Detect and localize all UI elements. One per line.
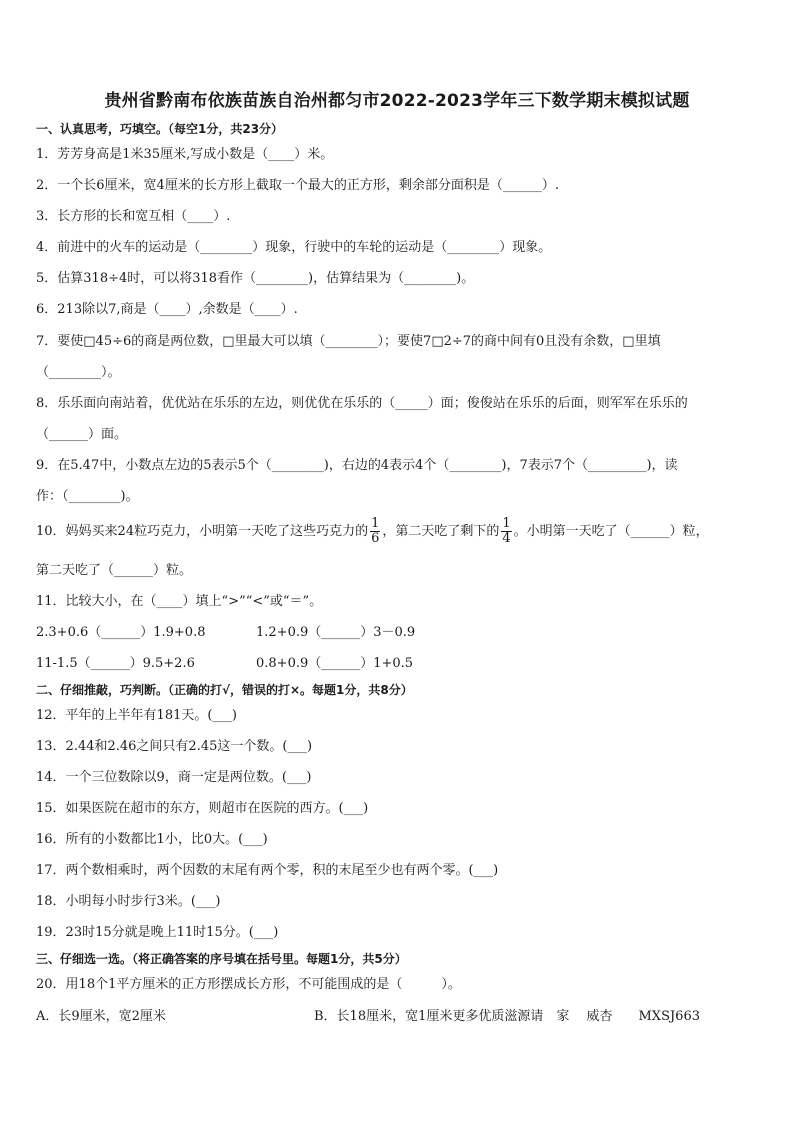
- question-17: 17．两个数相乘时，两个因数的末尾有两个零，积的末尾至少也有两个零。(___): [36, 863, 499, 878]
- section-heading-fill-blank: 一、认真思考，巧填空。（每空1分，共23分）: [36, 122, 284, 136]
- question-15: 15．如果医院在超市的东方，则超市在医院的西方。(___): [36, 801, 369, 816]
- question-8-line-1: 8．乐乐面向南站着，优优站在乐乐的左边，则优优在乐乐的（_____）面；俊俊站在乐乐的后面，则军军在乐乐的: [36, 396, 688, 411]
- question-3: 3．长方形的长和宽互相（____）.: [36, 209, 231, 224]
- section-heading-multiple-choice: 三、仔细选一选。（将正确答案的序号填在括号里。每题1分，共5分）: [36, 952, 407, 966]
- question-10-text-3: 。小明第一天吃了（______）粒，: [513, 524, 709, 539]
- question-10-line-1: [36, 514, 709, 550]
- question-12: 12．平年的上半年有181天。(___): [36, 708, 237, 723]
- question-11-item-2: 1.2+0.9（______）3－0.9: [256, 625, 416, 640]
- question-13: 13．2.44和2.46之间只有2.45这一个数。(___): [36, 739, 313, 754]
- fraction-numerator: 1: [502, 516, 511, 531]
- fraction-denominator: 6: [371, 531, 380, 546]
- question-20-option-a: A．长9厘米，宽2厘米: [36, 1009, 166, 1024]
- question-14: 14．一个三位数除以9，商一定是两位数。(___): [36, 770, 312, 785]
- fraction-numerator: 1: [371, 516, 380, 531]
- question-2: 2．一个长6厘米，宽4厘米的长方形上截取一个最大的正方形，剩余部分面积是（______）.: [36, 178, 559, 193]
- section-heading-true-false: 二、仔细推敲，巧判断。（正确的打√，错误的打×。每题1分，共8分）: [36, 683, 413, 697]
- fraction-one-fourth: [501, 517, 511, 546]
- question-20-stem: 20．用18个1平方厘米的正方形摆成长方形，不可能围成的是（ ）。: [36, 977, 461, 992]
- question-4: 4．前进中的火车的运动是（________）现象，行驶中的车轮的运动是（________）现象。: [36, 240, 552, 255]
- question-8-line-2: （______）面。: [36, 427, 128, 442]
- question-18: 18．小明每小时步行3米。(___): [36, 894, 221, 909]
- fraction-one-sixth: [370, 517, 380, 546]
- question-20-option-b: B．长18厘米，宽1厘米更多优质滋源请 家 威杏 MXSJ663: [314, 1009, 700, 1024]
- question-7-line-1: 7．要使□45÷6的商是两位数，□里最大可以填（________）；要使7□2÷7的商中间有0且没有余数，□里填: [36, 334, 661, 349]
- question-11-stem: 11．比较大小，在（____）填上“>”“<”或“＝”。: [36, 594, 323, 609]
- question-11-item-3: 11-1.5（______）9.5+2.6: [36, 656, 195, 671]
- question-19: 19．23时15分就是晚上11时15分。(___): [36, 925, 279, 940]
- question-11-item-1: 2.3+0.6（______）1.9+0.8: [36, 625, 206, 640]
- question-9-line-2: 作：（________)。: [36, 489, 139, 504]
- question-5: 5．估算318÷4时，可以将318看作（________)，估算结果为（________)。: [36, 271, 475, 286]
- question-7-line-2: （________）。: [36, 365, 121, 380]
- question-10-text-2: ，第二天吃了剩下的: [382, 524, 500, 539]
- question-1: 1．芳芳身高是1米35厘米,写成小数是（____）米。: [36, 147, 334, 162]
- question-9-line-1: 9．在5.47中，小数点左边的5表示5个（________)，右边的4表示4个（________)，7表示7个（_________)，读: [36, 458, 678, 473]
- fraction-denominator: 4: [502, 531, 511, 546]
- question-6: 6．213除以7,商是（____）,余数是（____）.: [36, 302, 298, 317]
- question-10-line-2: 第二天吃了（______）粒。: [36, 563, 193, 578]
- question-16: 16．所有的小数都比1小，比0大。(___): [36, 832, 268, 847]
- question-11-item-4: 0.8+0.9（______）1+0.5: [256, 656, 414, 671]
- question-10-text-1: 10．妈妈买来24粒巧克力，小明第一天吃了这些巧克力的: [36, 524, 369, 539]
- page-title: 贵州省黔南布依族苗族自治州都匀市2022-2023学年三下数学期末模拟试题: [104, 91, 690, 111]
